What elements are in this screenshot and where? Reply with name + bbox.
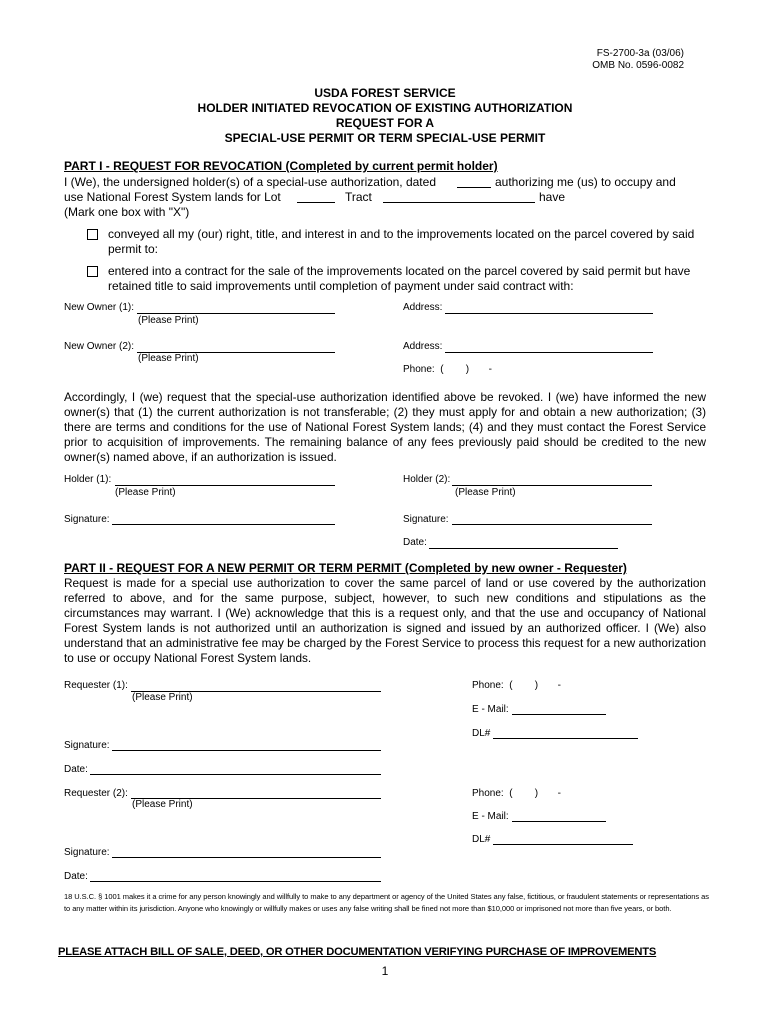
new-owner-2-address-field[interactable] bbox=[445, 352, 653, 353]
holder-2-field[interactable] bbox=[452, 485, 652, 486]
page-number: 1 bbox=[381, 964, 389, 978]
new-owner-1-label: New Owner (1): bbox=[64, 302, 135, 313]
attach-documentation-notice: PLEASE ATTACH BILL OF SALE, DEED, OR OTHER DOCUMENTATION VERIFYING PURCHASE OF IMPROVEMENTS bbox=[58, 946, 657, 958]
holder-1-label: Holder (1): bbox=[64, 474, 112, 485]
requester-1-email-label: E - Mail: bbox=[472, 704, 509, 715]
requester-1-email-field[interactable] bbox=[512, 714, 606, 715]
requester-1-date-field[interactable] bbox=[90, 774, 381, 775]
part1-title: PART I - REQUEST FOR REVOCATION (Completed by current permit holder) bbox=[64, 159, 498, 173]
holder-1-print-hint: (Please Print) bbox=[115, 487, 176, 498]
lot-field[interactable] bbox=[297, 202, 335, 203]
holder-2-label: Holder (2): bbox=[403, 474, 451, 485]
header-title: HOLDER INITIATED REVOCATION OF EXISTING AUTHORIZATION bbox=[197, 101, 573, 115]
holder-1-signature-label: Signature: bbox=[64, 514, 110, 525]
requester-2-print-hint: (Please Print) bbox=[132, 799, 193, 810]
tract-label: Tract bbox=[345, 190, 372, 204]
requester-2-date-field[interactable] bbox=[90, 881, 381, 882]
requester-2-signature-label: Signature: bbox=[64, 847, 110, 858]
dated-field[interactable] bbox=[457, 187, 491, 188]
requester-2-dl-field[interactable] bbox=[493, 844, 633, 845]
requester-2-dl-label: DL# bbox=[472, 834, 491, 845]
part2-title: PART II - REQUEST FOR A NEW PERMIT OR TERM PERMIT (Completed by new owner - Requester) bbox=[64, 561, 627, 575]
new-owner-1-address-label: Address: bbox=[403, 302, 443, 313]
new-owner-2-print-hint: (Please Print) bbox=[138, 353, 199, 364]
requester-2-signature-field[interactable] bbox=[112, 857, 381, 858]
legal-notice: 18 U.S.C. § 1001 makes it a crime for any person knowingly and willfully to make to any department or agency of the United States any false, fictitious, or fraudulent statements or representations as to any matter within its jurisdiction. Anyone who knowingly or willfully makes or uses any false writing shall be fined not more than $10,000 or imprisoned not more than five years, or both. bbox=[64, 892, 709, 913]
new-owner-phone[interactable]: Phone: ( ) - bbox=[403, 364, 492, 375]
requester-1-signature-field[interactable] bbox=[112, 750, 381, 751]
holder-1-signature-field[interactable] bbox=[112, 524, 335, 525]
have-label: have bbox=[539, 190, 566, 204]
requester-1-phone[interactable]: Phone: ( ) - bbox=[472, 680, 561, 691]
new-owner-2-label: New Owner (2): bbox=[64, 341, 135, 352]
requester-1-dl-field[interactable] bbox=[493, 738, 638, 739]
header-permit-type: SPECIAL-USE PERMIT OR TERM SPECIAL-USE PERMIT bbox=[224, 131, 546, 145]
requester-1-signature-label: Signature: bbox=[64, 740, 110, 751]
holder-1-field[interactable] bbox=[115, 485, 335, 486]
requester-2-date-label: Date: bbox=[64, 871, 88, 882]
header-request-for: REQUEST FOR A bbox=[335, 116, 435, 130]
requester-1-dl-label: DL# bbox=[472, 728, 491, 739]
requester-2-phone[interactable]: Phone: ( ) - bbox=[472, 788, 561, 799]
tract-field[interactable] bbox=[383, 202, 535, 203]
option2-text: entered into a contract for the sale of the improvements located on the parcel covered by said permit but have retained title to said improvements until completion of payment under said contract with: bbox=[108, 264, 691, 293]
requester-2-email-field[interactable] bbox=[512, 821, 606, 822]
holder-2-signature-label: Signature: bbox=[403, 514, 449, 525]
form-id: FS-2700-3a (03/06) bbox=[596, 48, 684, 59]
requester-2-label: Requester (2): bbox=[64, 788, 128, 799]
new-owner-1-field[interactable] bbox=[137, 313, 335, 314]
holder-date-label: Date: bbox=[403, 537, 427, 548]
mark-instruction: (Mark one box with "X") bbox=[64, 205, 190, 219]
requester-1-date-label: Date: bbox=[64, 764, 88, 775]
part2-statement: Request is made for a special use authorization to cover the same parcel of land or use covered by the authorization referred to above, and for the same purpose, subject, however, to such new conditions and stipulations as the circumstances may warrant. I (We) acknowledge that this is a request only, and that the use and occupancy of National Forest System lands is not authorized until an authorization is signed and issued by an authorized officer. I (We) also understand that an administrative fee may be charged by the Forest Service to process this request for a new authorization to use or occupy National Forest System lands. bbox=[64, 576, 706, 665]
holder-2-print-hint: (Please Print) bbox=[455, 487, 516, 498]
omb-number: OMB No. 0596-0082 bbox=[592, 60, 684, 71]
option1-checkbox[interactable] bbox=[87, 229, 98, 240]
revocation-statement: Accordingly, I (we) request that the special-use authorization identified above be revoked. I (we) have informed the new owner(s) that (1) the current authorization is not transferable; (2) they must apply for and obtain a new authorization; (3) there are terms and conditions for the use of National Forest System lands; (4) and they must contact the Forest Service prior to acquisition of improvements. The remaining balance of any fees previously paid should be credited to the new owner(s) named above, if an authorization is issued. bbox=[64, 390, 706, 464]
header-agency: USDA FOREST SERVICE bbox=[314, 86, 456, 100]
part1-intro-a: I (We), the undersigned holder(s) of a special-use authorization, dated bbox=[64, 175, 436, 189]
option1-text: conveyed all my (our) right, title, and interest in and to the improvements located on the parcel covered by said permit to: bbox=[108, 227, 695, 256]
new-owner-2-address-label: Address: bbox=[403, 341, 443, 352]
part1-intro-b: authorizing me (us) to occupy and bbox=[495, 175, 676, 189]
new-owner-1-print-hint: (Please Print) bbox=[138, 315, 199, 326]
requester-2-email-label: E - Mail: bbox=[472, 811, 509, 822]
part1-intro-c: use National Forest System lands for Lot bbox=[64, 190, 281, 204]
new-owner-1-address-field[interactable] bbox=[445, 313, 653, 314]
requester-1-print-hint: (Please Print) bbox=[132, 692, 193, 703]
option2-checkbox[interactable] bbox=[87, 266, 98, 277]
holder-2-signature-field[interactable] bbox=[452, 524, 652, 525]
holder-date-field[interactable] bbox=[429, 548, 618, 549]
requester-1-label: Requester (1): bbox=[64, 680, 128, 691]
